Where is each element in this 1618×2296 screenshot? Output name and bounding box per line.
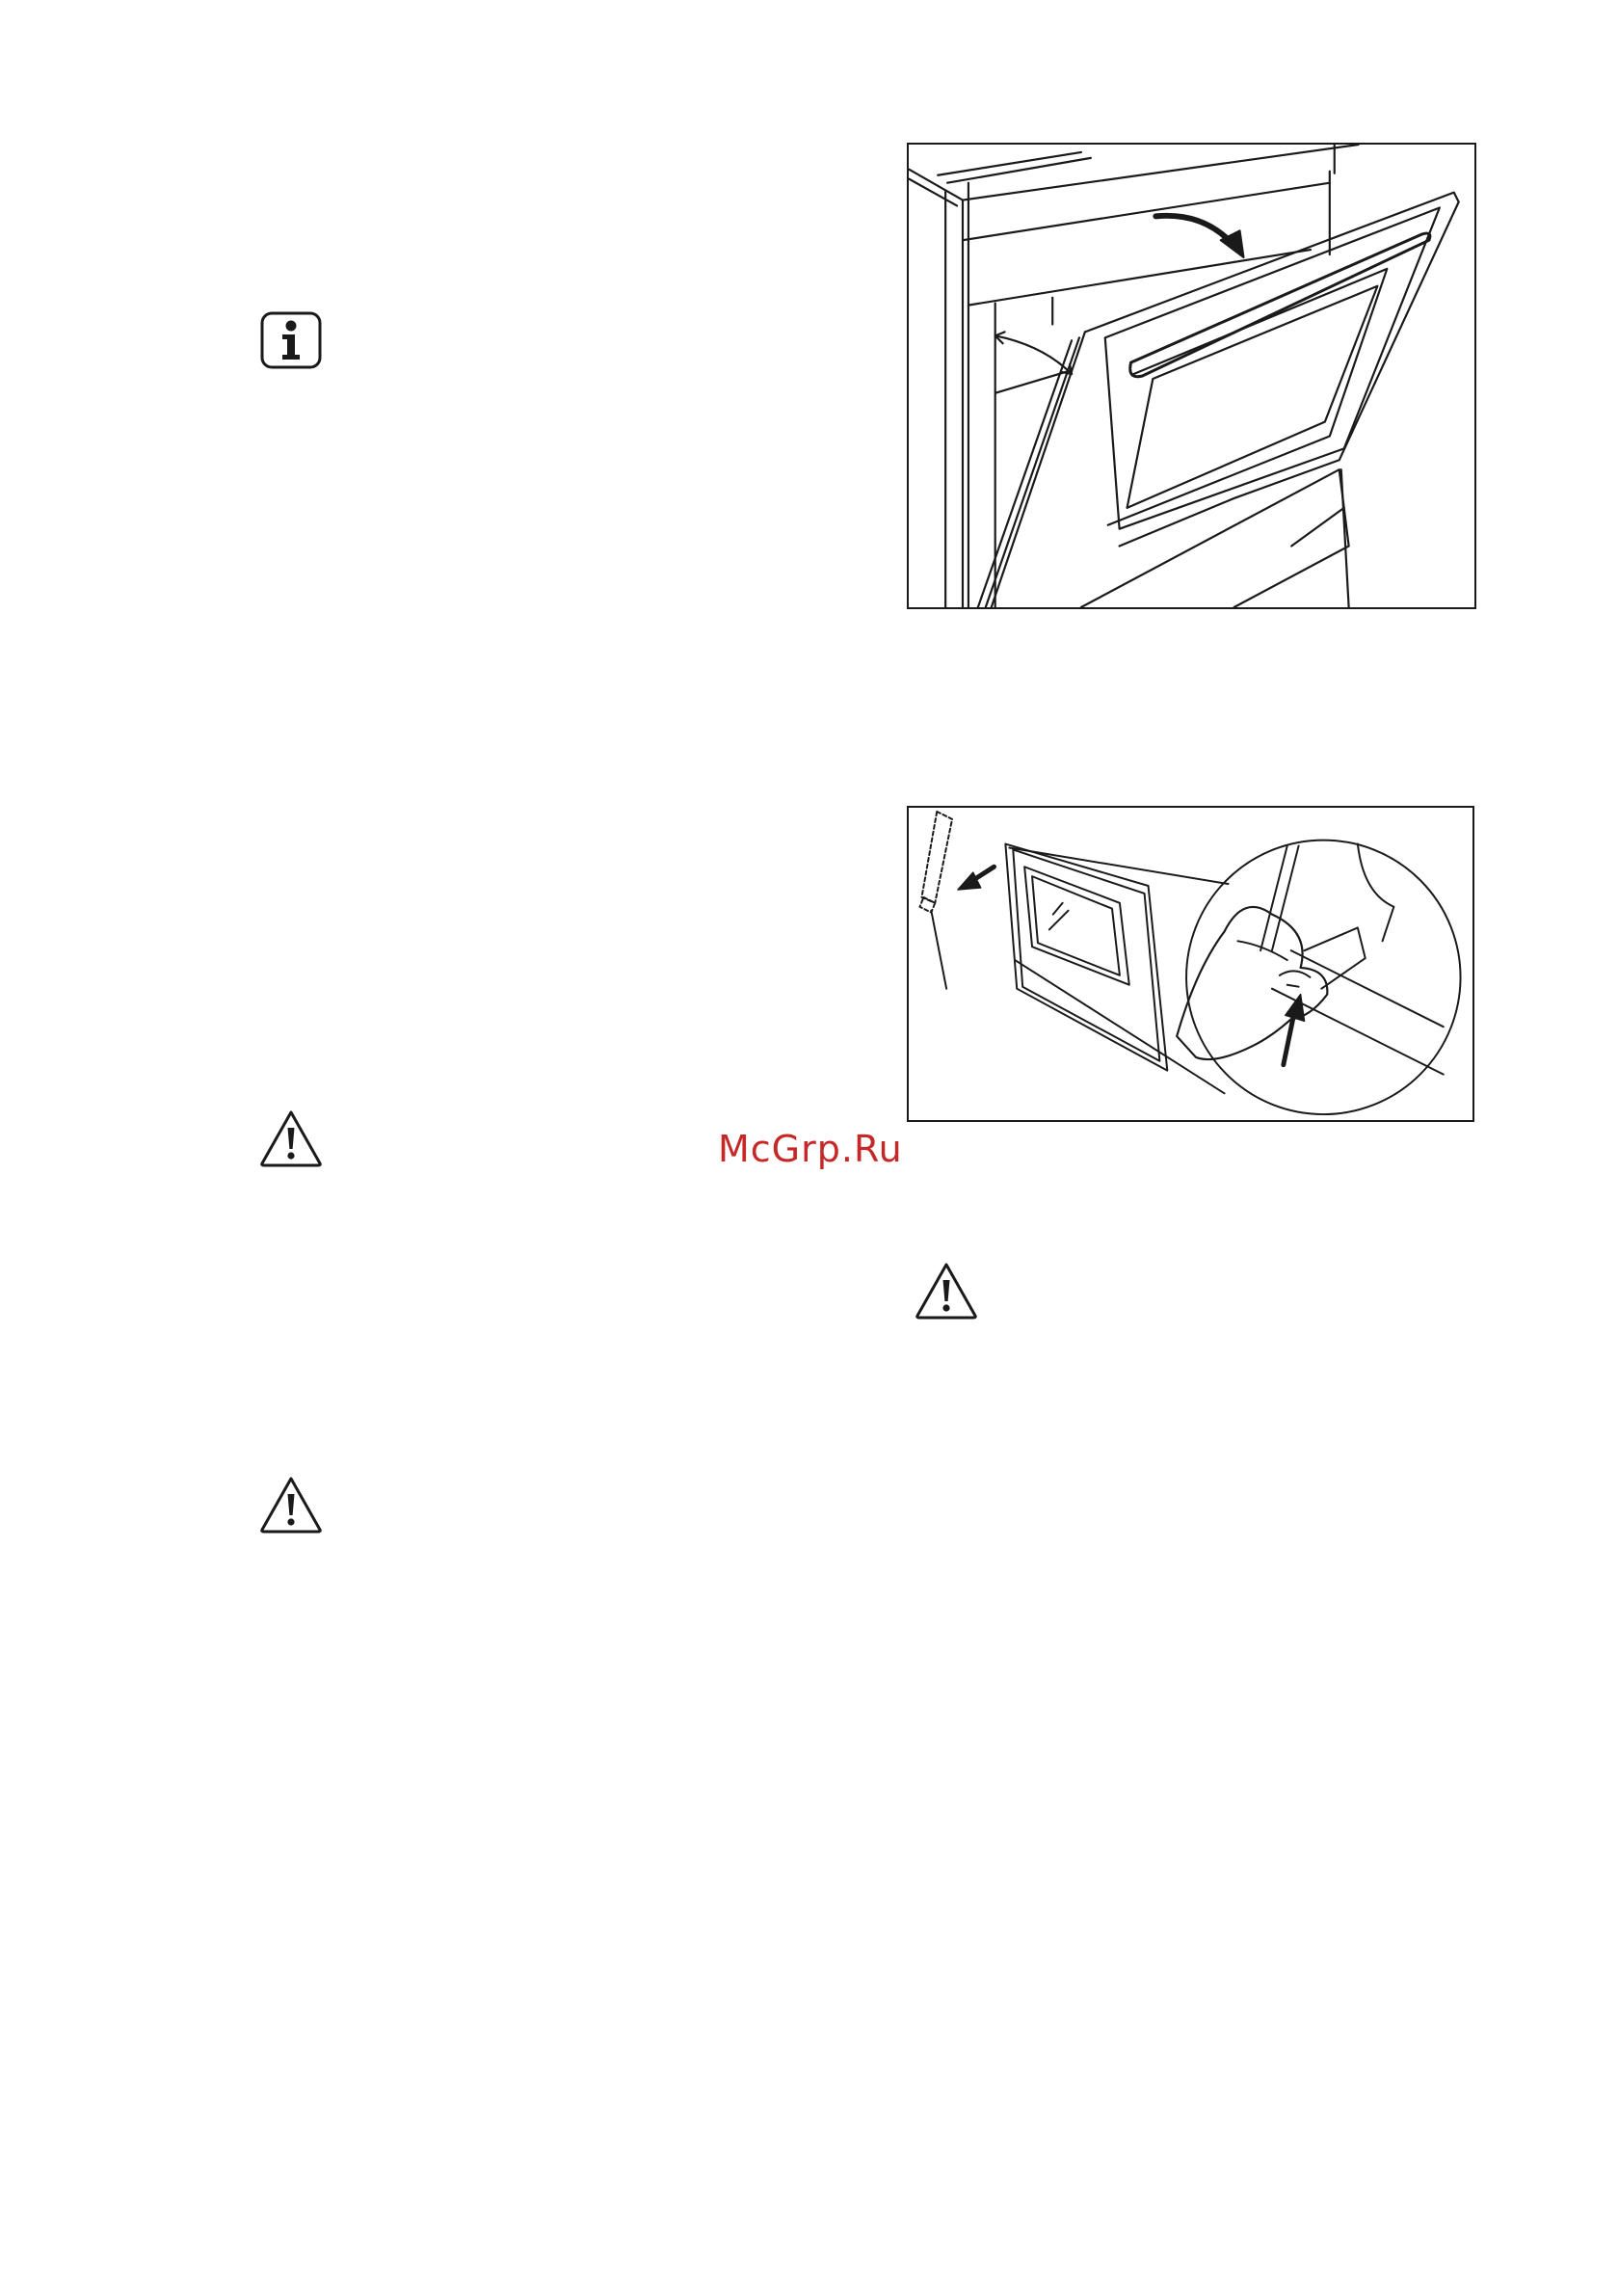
info-icon <box>259 310 323 370</box>
warning-icon <box>258 1108 324 1168</box>
figure-oven-door-opening <box>907 143 1476 609</box>
figure-door-glass-removal <box>907 806 1474 1122</box>
warning-icon <box>914 1261 979 1321</box>
watermark: McGrp.Ru <box>718 1128 903 1170</box>
warning-icon <box>258 1475 324 1535</box>
